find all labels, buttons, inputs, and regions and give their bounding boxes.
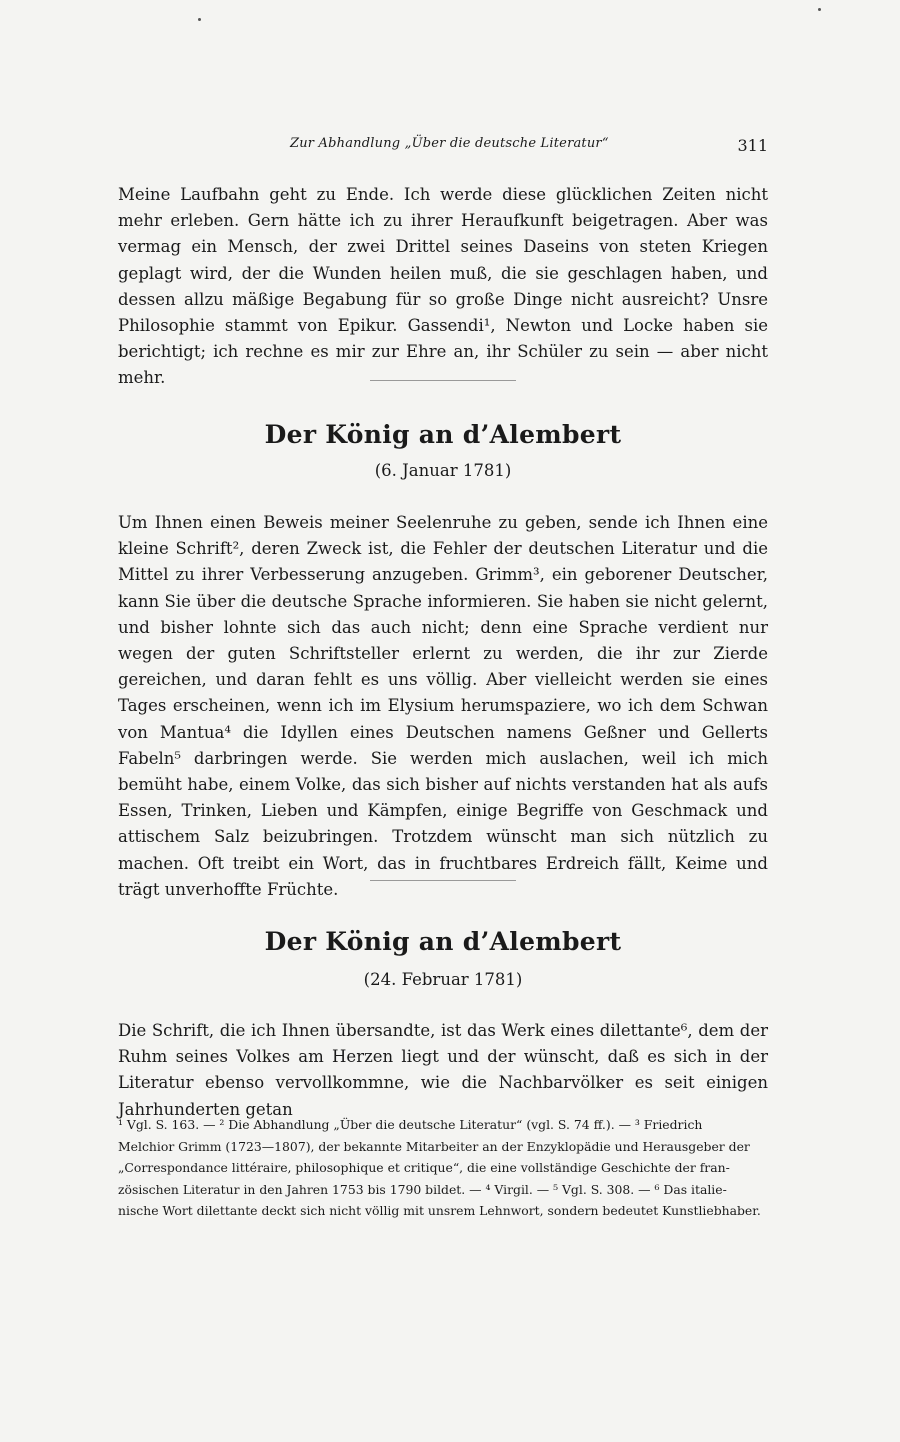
scan-speck	[818, 8, 821, 11]
paragraph-continued: Meine Laufbahn geht zu Ende. Ich werde diese glücklichen Zeiten nicht mehr erleben. Gern hätte ich zu ihrer Heraufkunft beigetragen. Aber was vermag ein Mensch, der zwei Drittel seines Daseins von steten Kriegen geplagt wird, der die Wunden heilen muß, die sie geschlagen haben, und dessen allzu mäßige Begabung für so große Dinge nicht ausreicht? Unsre Philosophie stammt von Epikur. Gassendi¹, Newton und Locke haben sie berichtigt; ich rechne es mir zur Ehre an, ihr Schüler zu sein — aber nicht mehr.	[118, 185, 768, 388]
footnote-line: Melchior Grimm (1723—1807), der bekannte Mitarbeiter an der Enzyklopädie und Herausgeber der	[118, 1138, 750, 1154]
section-divider	[370, 380, 516, 381]
letter-date: (6. Januar 1781)	[374, 461, 512, 480]
letter-body: Die Schrift, die ich Ihnen übersandte, ist das Werk eines dilettante⁶, dem der Ruhm seines Volkes am Herzen liegt und der wünscht, daß es sich in der Literatur ebenso vervollkommne, wie die Nachbarvölker es seit einigen Jahrhunderten getan	[118, 1021, 768, 1119]
scan-speck	[198, 18, 201, 21]
footnotes	[118, 1114, 768, 1222]
letter-date: (24. Februar 1781)	[363, 970, 523, 989]
footnote-line: zösischen Literatur in den Jahren 1753 bis 1790 bildet. — ⁴ Virgil. — ⁵ Vgl. S. 308. — ⁶ Das italie-	[118, 1181, 727, 1197]
page-header	[118, 136, 768, 158]
footnote-line: nische Wort dilettante deckt sich nicht völlig mit unsrem Lehnwort, sondern bedeutet Kunstliebhaber.	[118, 1203, 761, 1219]
letter-heading: Der König an d’Alembert	[264, 927, 622, 956]
footnote-line: „Correspondance littéraire, philosophique et critique“, die eine vollständige Geschichte der fran-	[118, 1160, 730, 1176]
running-head: Zur Abhandlung „Über die deutsche Literatur“	[290, 136, 609, 151]
footnote-line: ¹ Vgl. S. 163. — ² Die Abhandlung „Über die deutsche Literatur“ (vgl. S. 74 ff.). — ³ Friedrich	[118, 1117, 703, 1132]
letter-body: Um Ihnen einen Beweis meiner Seelenruhe zu geben, sende ich Ihnen eine kleine Schrift², deren Zweck ist, die Fehler der deutschen Literatur und die Mittel zu ihrer Verbesserung anzugeben. Grimm³, ein geborener Deutscher, kann Sie über die deutsche Sprache informieren. Sie haben sie nicht gelernt, und bisher lohnte sich das auch nicht; denn eine Sprache verdient nur wegen der guten Schriftsteller erlernt zu werden, die ihr zur Zierde gereichen, und daran fehlt es uns völlig. Aber vielleicht werden sie eines Tages erscheinen, wenn ich im Elysium herumspaziere, wo ich dem Schwan von Mantua⁴ die Idyllen eines Deutschen namens Geßner und Gellerts Fabeln⁵ darbringen werde. Sie werden mich auslachen, weil ich mich bemüht habe, einem Volke, das sich bisher auf nichts verstanden hat als aufs Essen, Trinken, Lieben und Kämpfen, einige Begriffe von Geschmack und attischem Salz beizubringen. Trotzdem wünscht man sich nützlich zu machen. Oft treibt ein Wort, das in fruchtbares Erdreich fällt, Keime und trägt unverhoffte Früchte.	[118, 513, 768, 899]
section-divider	[370, 880, 516, 881]
page-number: 311	[737, 136, 768, 155]
letter-heading: Der König an d’Alembert	[264, 420, 622, 449]
